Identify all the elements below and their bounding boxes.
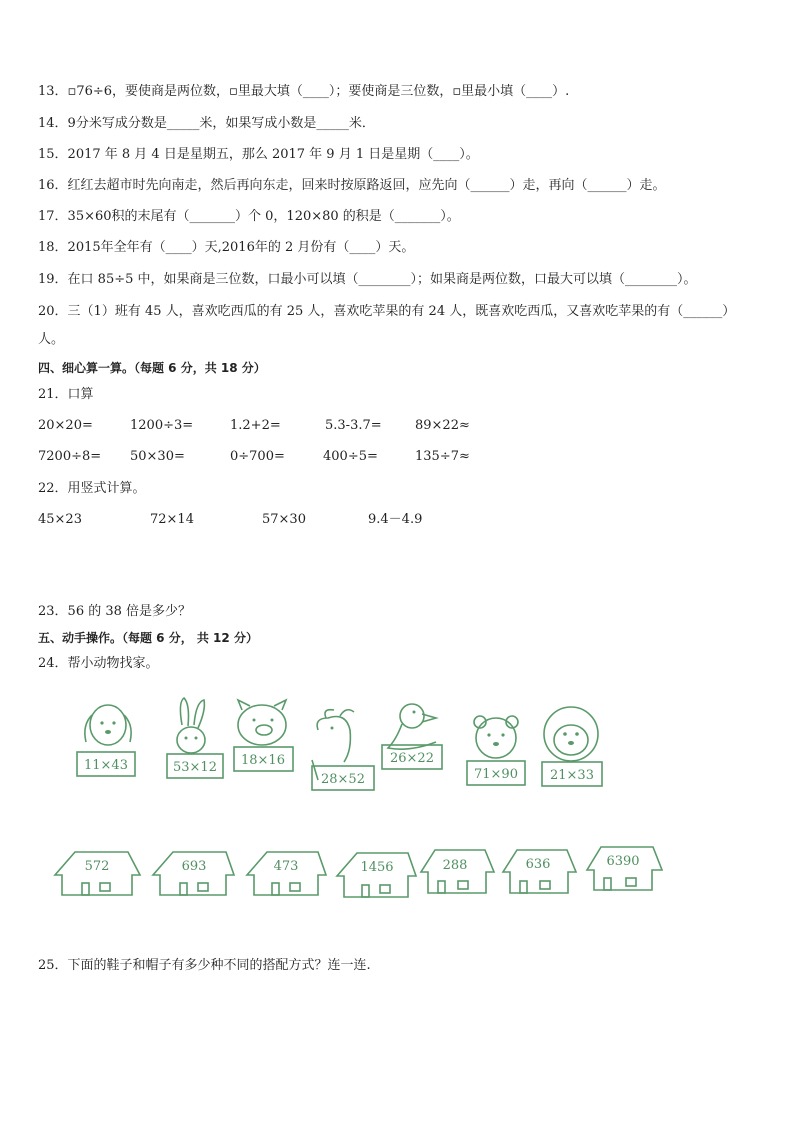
- house-label-5: 288: [442, 858, 468, 873]
- question-17: 17．35×60积的末尾有（_______）个 0，120×80 的积是（_______）。: [38, 209, 460, 224]
- pig-figure: [234, 700, 293, 771]
- house-2: [153, 852, 234, 895]
- house-4: [337, 853, 416, 897]
- question-18: 18．2015年全年有（____）天,2016年的 2 月份有（____）天。: [38, 240, 415, 255]
- rabbit-figure: [167, 698, 223, 778]
- section-5-heading: 五、动手操作。（每题 6 分， 共 12 分）: [38, 631, 258, 645]
- vertical-calc-4: 9.4－4.9: [368, 512, 423, 527]
- question-20-line1: 20．三（1）班有 45 人，喜欢吃西瓜的有 25 人，喜欢吃苹果的有 24 人，既喜欢吃西瓜，又喜欢吃苹果的有（______）: [38, 304, 736, 319]
- animal-label-4: 28×52: [321, 772, 365, 787]
- animal-label-1: 11×43: [84, 758, 128, 773]
- house-7: [587, 847, 662, 890]
- oral-calc-r1c5: 89×22≈: [415, 418, 470, 433]
- house-label-4: 1456: [360, 860, 394, 875]
- question-24: 24．帮小动物找家。: [38, 656, 159, 671]
- monkey-figure: [542, 707, 602, 786]
- animal-label-7: 21×33: [550, 768, 594, 783]
- animal-label-6: 71×90: [474, 767, 518, 782]
- house-3: [247, 852, 326, 895]
- question-14: 14．9分米写成分数是_____米，如果写成小数是_____米．: [38, 116, 375, 131]
- question-15: 15．2017 年 8 月 4 日是星期五，那么 2017 年 9 月 1 日是星期（____）。: [38, 147, 479, 162]
- house-6: [503, 850, 576, 893]
- question-21-title: 21．口算: [38, 387, 94, 402]
- animal-label-3: 18×16: [241, 753, 285, 768]
- house-label-1: 572: [84, 859, 110, 874]
- question-20-line2: 人。: [38, 332, 65, 347]
- oral-calc-r1c2: 1200÷3=: [130, 418, 194, 433]
- house-label-3: 473: [273, 859, 299, 874]
- oral-calc-r2c5: 135÷7≈: [415, 449, 470, 464]
- goat-figure: [312, 710, 374, 790]
- oral-calc-r2c1: 7200÷8=: [38, 449, 102, 464]
- duck-figure: [382, 704, 442, 769]
- vertical-calc-3: 57×30: [262, 512, 306, 527]
- vertical-calc-1: 45×23: [38, 512, 82, 527]
- house-1: [55, 852, 140, 895]
- oral-calc-r1c3: 1.2+2=: [230, 418, 281, 433]
- question-23: 23．56 的 38 倍是多少？: [38, 604, 192, 619]
- vertical-calc-2: 72×14: [150, 512, 194, 527]
- question-16: 16．红红去超市时先向南走，然后再向东走，回来时按原路返回，应先向（______）走，再向（______）走。: [38, 178, 666, 193]
- bear-figure: [467, 716, 525, 785]
- oral-calc-r2c4: 400÷5=: [323, 449, 378, 464]
- oral-calc-r2c3: 0÷700=: [230, 449, 285, 464]
- house-5: [421, 850, 494, 893]
- dog-figure: [77, 705, 135, 776]
- question-19: 19．在口 85÷5 中，如果商是三位数，口最小可以填（________）；如果商是两位数，口最大可以填（________）。: [38, 272, 697, 287]
- animal-label-2: 53×12: [173, 760, 217, 775]
- section-4-heading: 四、细心算一算。（每题 6 分，共 18 分）: [38, 361, 266, 375]
- house-label-2: 693: [181, 859, 207, 874]
- animals-houses-figure: [0, 690, 794, 940]
- oral-calc-r1c1: 20×20=: [38, 418, 93, 433]
- oral-calc-r1c4: 5.3-3.7=: [325, 418, 382, 433]
- house-label-6: 636: [525, 857, 551, 872]
- question-25: 25．下面的鞋子和帽子有多少种不同的搭配方式？连一连.: [38, 958, 371, 973]
- house-label-7: 6390: [606, 854, 640, 869]
- oral-calc-r2c2: 50×30=: [130, 449, 185, 464]
- question-13: 13．▫76÷6，要使商是两位数，▫里最大填（____）；要使商是三位数，▫里最小填（____）.: [38, 84, 570, 99]
- animal-label-5: 26×22: [390, 751, 434, 766]
- question-22-title: 22．用竖式计算。: [38, 481, 146, 496]
